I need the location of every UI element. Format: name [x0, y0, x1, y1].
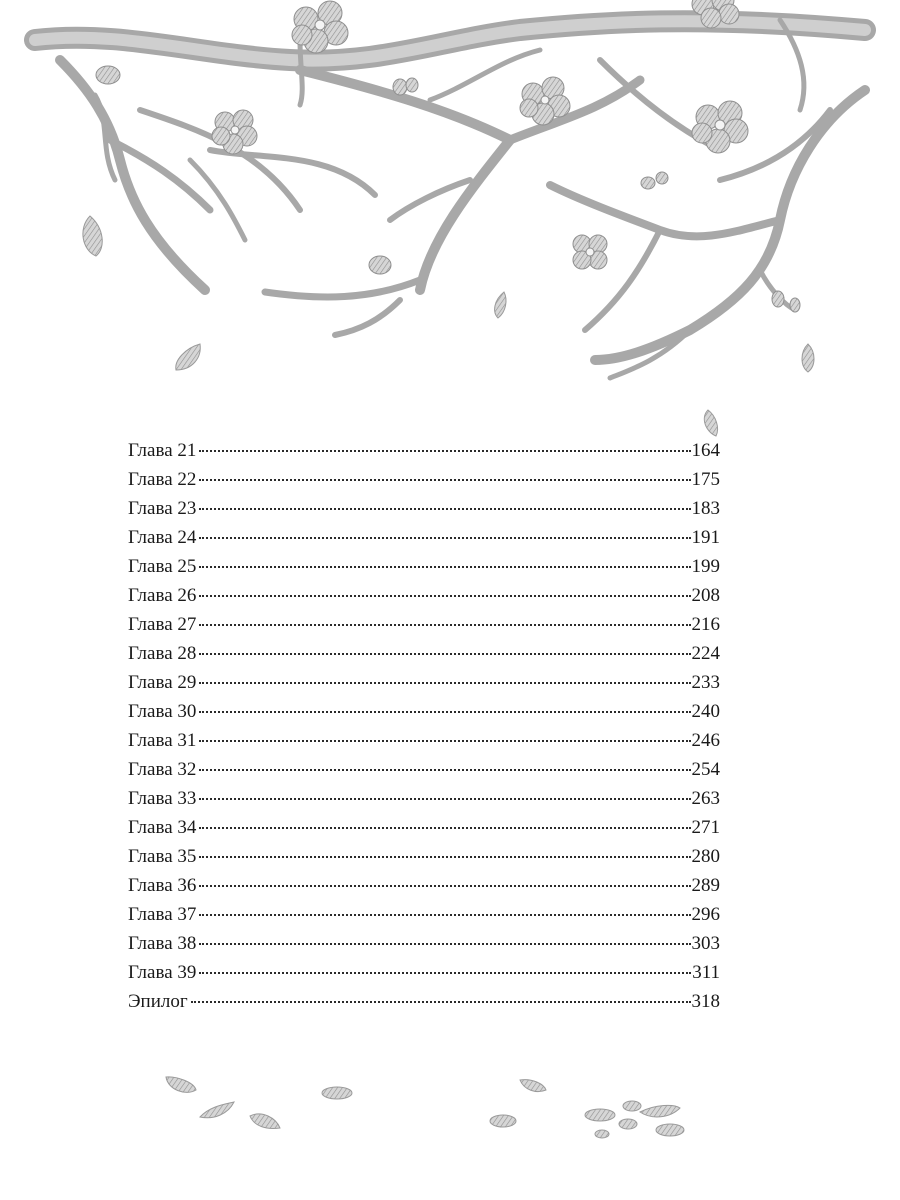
cherry-blossom-icon — [212, 110, 257, 154]
falling-petal-icon — [250, 1114, 280, 1129]
cherry-blossom-icon — [692, 0, 739, 28]
toc-entry-title: Глава 34 — [128, 817, 197, 838]
toc-entry-page: 164 — [691, 440, 720, 461]
dot-leader — [199, 682, 690, 684]
toc-entry[interactable] — [128, 465, 720, 494]
petals-bottom — [166, 1077, 684, 1138]
falling-petal-icon — [176, 344, 200, 370]
toc-entry[interactable] — [128, 987, 720, 1016]
dot-leader — [199, 537, 690, 539]
dot-leader — [199, 450, 690, 452]
toc-entry-title: Эпилог — [128, 991, 188, 1012]
toc-entry-title: Глава 39 — [128, 962, 197, 983]
falling-petal-icon — [322, 1087, 352, 1099]
toc-entry[interactable] — [128, 494, 720, 523]
toc-entry-page: 240 — [691, 701, 720, 722]
toc-entry-title: Глава 35 — [128, 846, 197, 867]
falling-petal-icon — [802, 344, 814, 372]
dot-leader — [199, 885, 690, 887]
falling-petal-icon — [490, 1115, 516, 1127]
cherry-blossom-icon — [520, 77, 570, 125]
toc-entry-page: 199 — [691, 556, 720, 577]
toc-entry-title: Глава 33 — [128, 788, 197, 809]
toc-entry-page: 175 — [691, 469, 720, 490]
cherry-blossom-icon — [292, 1, 348, 53]
dot-leader — [191, 1001, 691, 1003]
toc-entry-page: 289 — [691, 875, 720, 896]
falling-petal-icon — [200, 1102, 234, 1118]
dot-leader — [199, 856, 690, 858]
falling-petal-icon — [595, 1130, 609, 1138]
toc-entry[interactable] — [128, 842, 720, 871]
toc-entry-title: Глава 32 — [128, 759, 197, 780]
toc-entry-title: Глава 31 — [128, 730, 197, 751]
toc-entry[interactable] — [128, 523, 720, 552]
toc-entry-title: Глава 28 — [128, 643, 197, 664]
branches — [35, 20, 865, 378]
toc-entry-page: 233 — [691, 672, 720, 693]
toc-entry[interactable] — [128, 697, 720, 726]
falling-petal-icon — [585, 1109, 615, 1121]
dot-leader — [199, 769, 690, 771]
toc-entry-page: 183 — [691, 498, 720, 519]
toc-entry-page: 263 — [691, 788, 720, 809]
flower-bud-icon — [96, 66, 800, 312]
toc-entry-title: Глава 21 — [128, 440, 197, 461]
toc-entry-title: Глава 30 — [128, 701, 197, 722]
dot-leader — [199, 479, 690, 481]
cherry-blossom-icon — [692, 101, 748, 153]
toc-entry-page: 271 — [691, 817, 720, 838]
dot-leader — [199, 595, 690, 597]
toc-entry[interactable] — [128, 581, 720, 610]
dot-leader — [199, 740, 690, 742]
toc-entry-page: 311 — [692, 962, 720, 983]
toc-entry[interactable] — [128, 668, 720, 697]
toc-entry-page: 246 — [691, 730, 720, 751]
dot-leader — [199, 972, 691, 974]
falling-petal-icon — [640, 1105, 680, 1117]
toc-entry-title: Глава 37 — [128, 904, 197, 925]
cherry-blossom-icon — [573, 235, 607, 269]
toc-entry[interactable] — [128, 436, 720, 465]
toc-entry-title: Глава 22 — [128, 469, 197, 490]
dot-leader — [199, 914, 690, 916]
toc-entry[interactable] — [128, 726, 720, 755]
petals-top — [83, 216, 814, 436]
falling-petal-icon — [520, 1080, 546, 1092]
dot-leader — [199, 711, 690, 713]
falling-petal-icon — [166, 1077, 196, 1092]
toc-entry-page: 318 — [691, 991, 720, 1012]
dot-leader — [199, 827, 690, 829]
dot-leader — [199, 566, 690, 568]
toc-entry[interactable] — [128, 871, 720, 900]
toc-entry-title: Глава 23 — [128, 498, 197, 519]
falling-petal-icon — [495, 292, 506, 318]
toc-entry-title: Глава 27 — [128, 614, 197, 635]
toc-entry[interactable] — [128, 755, 720, 784]
toc-entry[interactable] — [128, 900, 720, 929]
dot-leader — [199, 653, 690, 655]
falling-petal-icon — [619, 1119, 637, 1129]
toc-entry-title: Глава 26 — [128, 585, 197, 606]
falling-petal-icon — [83, 216, 102, 256]
falling-petal-icon — [656, 1124, 684, 1136]
toc-entry[interactable] — [128, 929, 720, 958]
toc-entry[interactable] — [128, 610, 720, 639]
toc-entry[interactable] — [128, 552, 720, 581]
toc-entry-page: 303 — [691, 933, 720, 954]
toc-entry-title: Глава 38 — [128, 933, 197, 954]
toc-entry[interactable] — [128, 784, 720, 813]
toc-entry-page: 191 — [691, 527, 720, 548]
table-of-contents — [128, 436, 720, 1016]
blossoms — [96, 0, 800, 312]
toc-entry-title: Глава 25 — [128, 556, 197, 577]
toc-entry-page: 254 — [691, 759, 720, 780]
dot-leader — [199, 508, 690, 510]
toc-entry[interactable] — [128, 639, 720, 668]
falling-petal-icon — [623, 1101, 641, 1111]
toc-entry-page: 296 — [691, 904, 720, 925]
dot-leader — [199, 624, 690, 626]
toc-entry-page: 216 — [691, 614, 720, 635]
falling-petal-icon — [704, 410, 717, 436]
toc-entry-page: 280 — [691, 846, 720, 867]
toc-entry-page: 224 — [691, 643, 720, 664]
dot-leader — [199, 798, 690, 800]
toc-entry-page: 208 — [691, 585, 720, 606]
toc-entry-title: Глава 29 — [128, 672, 197, 693]
dot-leader — [199, 943, 690, 945]
toc-entry[interactable] — [128, 813, 720, 842]
toc-entry[interactable] — [128, 958, 720, 987]
toc-entry-title: Глава 36 — [128, 875, 197, 896]
toc-entry-title: Глава 24 — [128, 527, 197, 548]
